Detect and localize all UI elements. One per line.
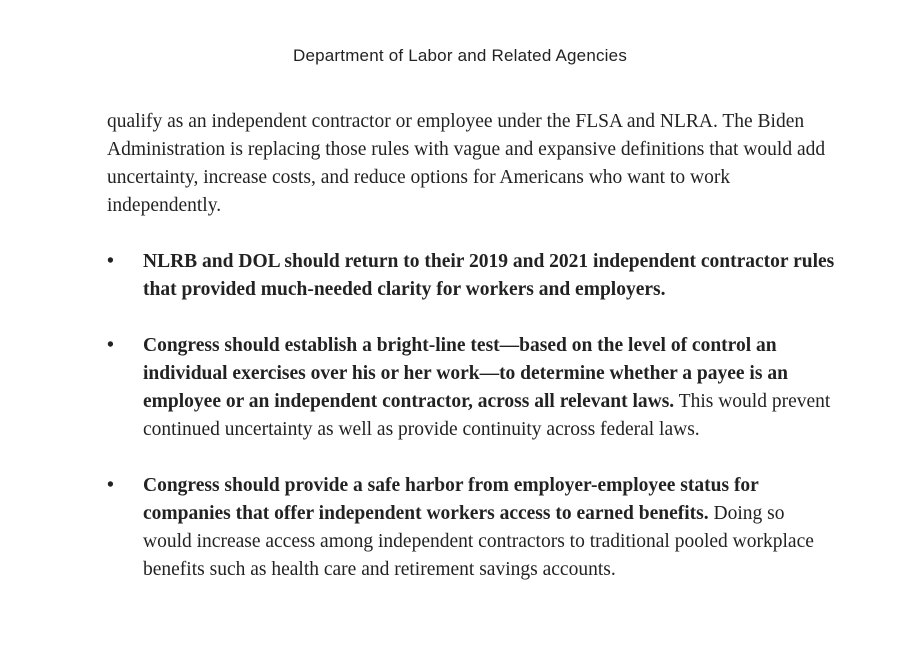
list-item (107, 472, 837, 584)
recommendation-list (107, 248, 837, 612)
list-item-bold-text: Congress should provide a safe harbor from employer-employee status for companies that offer independent workers access to earned benefits. (143, 475, 759, 524)
list-item-text: Doing so would increase access among independent contractors to traditional pooled workplace benefits such as health care and retirement savings accounts. (143, 503, 814, 580)
intro-paragraph: qualify as an independent contractor or employee under the FLSA and NLRA. The Biden Administration is replacing those rules with vague and expansive definitions that would add uncertainty, increase costs, and reduce options for Americans who want to work independently. (107, 111, 826, 216)
list-item (107, 332, 837, 444)
bullet-icon: • (107, 251, 114, 272)
page-header: Department of Labor and Related Agencies (292, 46, 628, 65)
bullet-icon: • (107, 475, 114, 496)
list-item-bold-text: NLRB and DOL should return to their 2019 and 2021 independent contractor rules that provided much-needed clarity for workers and employers. (143, 251, 835, 300)
list-item-text: This would prevent continued uncertainty as well as provide continuity across federal laws. (143, 391, 831, 440)
list-item-bold-text: Congress should establish a bright-line test—based on the level of control an individual exercises over his or her work—to determine whether a payee is an employee or an independent contractor, across all relevant laws. (143, 335, 788, 412)
list-item (107, 248, 837, 304)
bullet-icon: • (107, 335, 114, 356)
